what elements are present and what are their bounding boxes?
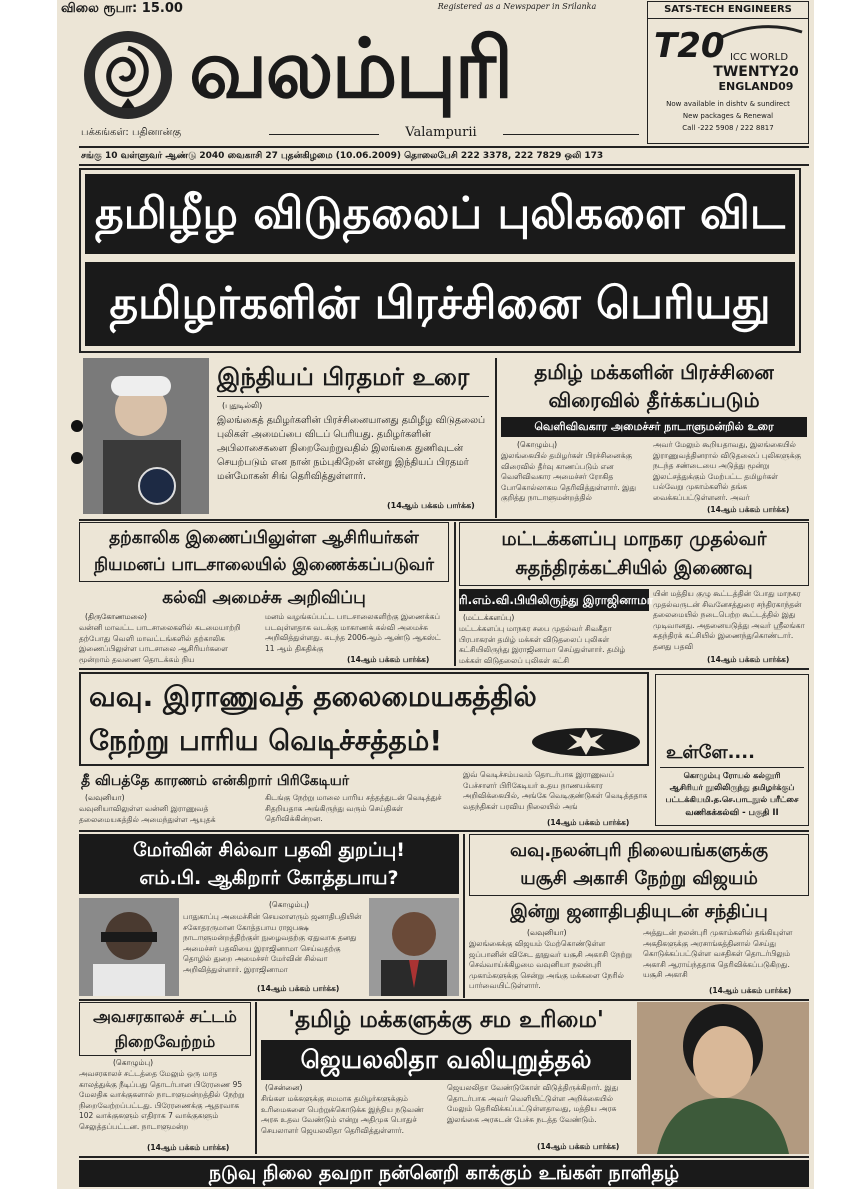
inside-line2: ஆசிரியர் நூலிலிருந்து தமிழர்க்குப் [669, 783, 795, 792]
mervyn-jump: (14ஆம் பக்கம் பார்க்க) [257, 984, 340, 993]
teachers-headline-line2: நியமனப் பாடசாலையில் இணைக்கப்படுவர் [93, 555, 435, 575]
army-body-left: வவுனியாவிலுள்ள வன்னி இராணுவத் தலைமையகத்தில் அமைந்துள்ள ஆயுதக் [79, 804, 216, 824]
army-body-right: இவ் வெடிச்சம்பவம் தொடர்பாக இராணுவப் பேச்சாளர் பிரிகேடியர் உதய நாணயக்கார அறிவிக்கையில், அங்கே வெடிகுண்டுகள் வெடித்ததாக வதந்திகள் பரவிய நிலையில் அங் [463, 770, 648, 811]
emergency-headline-box [79, 1002, 251, 1056]
army-subhead: தீ விபத்தே காரணம் என்கிறார் பிரிகேடியர் [81, 773, 350, 789]
teachers-headline-line1: தற்காலிக இணைப்பிலுள்ள ஆசிரியர்கள் [109, 528, 419, 548]
inside-line4: வணிகக்கல்வி - பகுதி II [685, 808, 779, 818]
explosion-icon [531, 726, 641, 758]
army-jump: (14ஆம் பக்கம் பார்க்க) [547, 818, 630, 827]
advert-header: SATS-TECH ENGINEERS [648, 2, 808, 19]
teachers-body-left: வன்னி மாவட்ட பாடசாலைகளில் கடமையாற்றி தற்போது வெளி மாவட்டங்களில் தற்காலிக இணைப்பிலுள்ள பாடசாலை ஆசிரியர்களை மூன்றாம் தவணை தொடக்கம் நிய [79, 623, 241, 664]
mayor-body-continued [660, 677, 804, 735]
masthead-title: வலம்புரி [189, 22, 512, 117]
nalanpuri-headline-line3: இன்று ஜனாதிபதியுடன் சந்திப்பு [510, 901, 768, 922]
mayor-body-left: மட்டக்களப்பு மாநகர சபை முதல்வர் சிவகீதா பிரபாகரன் தமிழ் மக்கள் விடுதலைப் புலிகள் கட்சியிலிருந்து இராஜினாமா செய்துள்ளார். தமிழ் மக்கள் விடுதலைப் புலிகள் கட்சி [459, 624, 626, 665]
inside-box [655, 674, 809, 826]
advert-line2: TWENTY20 [713, 64, 799, 80]
emergency-headline-line1: அவசரகாலச் சட்டம் [93, 1007, 237, 1026]
nalanpuri-headline-line2: யசூசி அகாசி நேற்று விஜயம் [520, 868, 758, 889]
army-headline-line2: நேற்று பாரிய வெடிச்சத்தம்! [89, 724, 443, 757]
mayor-dateline: (மட்டக்களப்பு) [463, 613, 515, 622]
english-title: Valampurii [405, 125, 477, 140]
pm-headline: இந்தியப் பிரதமர் உரை [217, 363, 470, 391]
pm-dateline: (புதுடில்லி) [222, 401, 263, 410]
nalanpuri-headline-box [469, 834, 809, 896]
photo-gotabaya-rajapaksa [369, 898, 459, 996]
emergency-dateline: (கொழும்பு) [113, 1058, 154, 1067]
teachers-headline-box [79, 522, 449, 582]
photo-jayalalithaa [637, 1002, 809, 1154]
army-body-mid: கிடங்கு நேற்று மாலை பாரிய சத்தத்துடன் வெடித்துச் சிதறியதாக அங்கிருந்து வரும் செய்திகள் தெரிவிக்கின்றன. [265, 793, 442, 823]
t20-logo: T20 [654, 26, 725, 66]
advert-note2: New packages & Renewal [682, 112, 774, 120]
mayor-kicker: ரி.எம்.வி.பியிலிருந்து இராஜினாமா [459, 589, 649, 611]
jaya-jump: (14ஆம் பக்கம் பார்க்க) [537, 1142, 620, 1151]
nalanpuri-dateline: (வவுனியா) [527, 928, 567, 937]
mayor-headline-box [459, 522, 809, 586]
lead-headline-line1: தமிழீழ விடுதலைப் புலிகளை விட [85, 174, 795, 254]
fm-body-left: இலங்கையில் தமிழர்கள் பிரச்சினைக்கு விரைவில் தீர்வு காணப்படும் என வெளிவிவகார அமைச்சர் ரோகித போகொல்லாகம தெரிவித்துள்ளார். இது குறித்து நாடாளுமன்றத்தில் [501, 451, 636, 502]
mayor-headline-line2: சுதந்திரக்கட்சியில் இணைவு [515, 557, 753, 579]
price-label: விலை ரூபா: 15.00 [61, 1, 183, 16]
fm-headline-line1: தமிழ் மக்களின் பிரச்சினை [534, 360, 774, 384]
advert-note1: Now available in dishtv & sundirect [666, 100, 790, 108]
footer-slogan: நடுவு நிலை தவறா நன்னெறி காக்கும் உங்கள் நாளிதழ் [79, 1160, 809, 1187]
teachers-kicker: கல்வி அமைச்சு அறிவிப்பு [162, 588, 366, 608]
photo-manmohan-singh [83, 358, 209, 514]
lead-headline-line2: தமிழர்களின் பிரச்சினை பெரியது [85, 262, 795, 346]
fm-dateline: (கொழும்பு) [517, 440, 558, 449]
date-line: சங்கு 10 வள்ளுவர் ஆண்டு 2040 வைகாசி 27 புதன்கிழமை (10.06.2009) தொலைபேசி 222 3378, 222 7829 ஒலி 173 [81, 151, 604, 161]
mayor-headline-line1: மட்டக்களப்பு மாநகர முதல்வர் [501, 528, 767, 550]
emergency-body: அவசரகாலச் சட்டத்தை மேலும் ஒரு மாத காலத்துக்கு நீடிப்பது தொடர்பான பிரேரணை 95 மேலதிக வாக்குகளால் நாடாளுமன்றத்தில் நேற்று நிறைவேற்றப்பட்டது. பிரேரணைக்கு ஆதரவாக 102 வாக்குகளும் எதிராக 7 வாக்குகளும் செலுத்தப்பட்டன. நாடாளுமன்ற [79, 1069, 245, 1131]
nalanpuri-body-right: அத்துடன் நலன்புரி முகாம்களில் தங்கியுள்ள அகதிகளுக்கு அரசாங்கத்தினால் செய்து கொடுக்கப்பட்டுள்ள வசதிகள் தொடர்பிலும் அகாசி ஆராய்ந்ததாக தெரிவிக்கப்படுகிறது. யசூசி அகாசி [643, 928, 793, 979]
mervyn-headline-line1: மேர்வின் சில்வா பதவி துறப்பு! [133, 839, 405, 861]
pm-body: இலங்கைத் தமிழர்களின் பிரச்சினையானது தமிழீழ விடுதலைப் புலிகள் அமைப்பை விடப் பெரியது. தமிழர்களின் அபிலாசைகளை நிறைவேற்றுவதில் இலங்கை துணிவுடன் செயற்படும் என நான் நம்புகிறேன் என்று இந்தியப் பிரதமர் மன்மோகன் சிங் தெரிவித்துள்ளார். [217, 415, 486, 482]
teachers-body-right: மனம் வழங்கப்பட்ட பாடசாலைகளிற்கு இணைக்கப் படவுள்ளதாக வடக்கு மாகாணக் கல்வி அமைச்சு அறிவித்துள்ளது. கடந்த 2006ஆம் ஆண்டு ஆகஸ்ட் 11 ஆம் திகதிக்கு [265, 612, 441, 653]
jaya-body-left: சிங்கள மக்களுக்கு சமமாக தமிழர்களுக்கும் உரிமைகளை பெற்றுக்கொடுக்க இந்திய நடுவண் அரசு உதவ வேண்டும் என்று அதிமுக பொதுச் செயலாளர் ஜெயலலிதா தெரிவித்துள்ளார். [261, 1094, 424, 1135]
advert-line3: ENGLAND09 [718, 80, 794, 93]
inside-line3: பட்டக்கியமி.த.செ.பாடநூல் பரீட்சை [665, 795, 799, 804]
mayor-jump: (14ஆம் பக்கம் பார்க்க) [707, 655, 790, 664]
emergency-jump: (14ஆம் பக்கம் பார்க்க) [147, 1143, 230, 1152]
swoosh-icon [718, 22, 804, 42]
page-count: பக்கங்கள்: பதினான்கு [81, 127, 182, 138]
teachers-dateline: (திருகோணமலை) [85, 612, 147, 621]
sats-tech-advert [647, 1, 809, 144]
inside-title: உள்ளே.... [666, 742, 755, 763]
mervyn-dateline: (கொழும்பு) [269, 900, 310, 909]
mayor-body-right: யின் மத்திய குழு கூட்டத்தின் போது மாநகர முதல்வருடன் சிவனேசத்துரை சந்திரகாந்தன் தலைமையில் நடைபெற்ற கூட்டத்தில் இது முடிவானது. அதனையடுத்து அவர் ஸ்ரீலங்கா சுதந்திரக் கட்சியில் இணைந்துகொண்டார். தனது பதவி [653, 589, 805, 651]
mervyn-headline-box [79, 834, 459, 894]
army-dateline: (வவுனியா) [85, 793, 125, 802]
nalanpuri-headline-line1: வவு.நலன்புரி நிலையங்களுக்கு [509, 840, 769, 861]
registration-note: Registered as a Newspaper in Srilanka [437, 2, 597, 11]
army-headline-box [79, 672, 649, 766]
lead-headline-box [79, 168, 801, 353]
advert-note3: Call -222 5908 / 222 8817 [682, 124, 774, 132]
nalanpuri-jump: (14ஆம் பக்கம் பார்க்க) [709, 986, 792, 995]
advert-line1: ICC WORLD [729, 52, 789, 63]
newspaper-page [57, 0, 814, 1189]
photo-mervyn-silva [79, 898, 179, 996]
jaya-dateline: (சென்னை) [265, 1083, 303, 1092]
fm-body-right: அவர் மேலும் கூறியதாவது, இலங்கையில் இராணுவத்தினரால் விடுதலைப் புலிகளுக்கு நடந்த சண்டையை அடுத்து மூன்று இலட்சத்துக்கும் மேற்பட்ட தமிழர்கள் பல்வேறு முகாம்களில் தங்க வைக்கப்பட்டுள்ளனர். அவர் [653, 440, 802, 502]
teachers-jump: (14ஆம் பக்கம் பார்க்க) [347, 655, 430, 664]
jaya-body-right: ஜெயலலிதா வேண்டுகோள் விடுத்திருக்கிறார். இது தொடர்பாக அவர் வெளியிட்டுள்ள அறிக்கையில் மேலும் தெரிவிக்கப்பட்டுள்ளதாவது, மத்திய அரசு இலங்கை அரசுடன் பேச்சு நடத்த வேண்டும். [447, 1083, 619, 1124]
emergency-headline-line2: நிறைவேற்றம் [114, 1032, 216, 1051]
mervyn-body: பாதுகாப்பு அமைச்சின் செயலாளரும் ஜனாதிபதியின் சகோதரருமான கோத்தபாய ராஜபக்ஷ நாடாளுமன்றத்திற்குள் நுழைவதற்கு ஏதுவாக தனது அமைச்சர் பதவியை இராஜினாமா செய்வதற்கு தொழில் துறை அமைச்சர் மேர்வின் சில்வா அறிவித்துள்ளார். இராஜினாமா [183, 912, 362, 974]
conch-logo [81, 28, 175, 122]
nalanpuri-body-left: இலங்கைக்கு விஜயம் மேற்கொண்டுள்ள ஜப்பானின் விசேட தூதுவர் யசூசி அகாசி நேற்று செவ்வாய்க்கிழமை வவுனியா நலன்புரி முகாம்களுக்கு சென்று அங்கு மக்களை நேரில் பார்வையிட்டுள்ளார். [469, 939, 632, 990]
inside-line1: கொழும்பு ரோயல் கல்லூரி [683, 771, 781, 780]
fm-headline-line2: விரைவில் தீர்க்கப்படும் [548, 388, 760, 412]
army-headline-line1: வவு. இராணுவத் தலைமையகத்தில் [89, 680, 537, 713]
jaya-headline-line2: ஜெயலலிதா வலியுறுத்தல் [261, 1040, 631, 1080]
pm-jump: (14ஆம் பக்கம் பார்க்க) [387, 501, 475, 510]
fm-kicker: வெளிவிவகார அமைச்சர் நாடாளுமன்றில் உரை [501, 417, 807, 437]
mervyn-headline-line2: எம்.பி. ஆகிறார் கோத்தபாய? [139, 867, 399, 889]
jaya-headline-line1: 'தமிழ் மக்களுக்கு சம உரிமை' [288, 1007, 604, 1033]
fm-jump: (14ஆம் பக்கம் பார்க்க) [707, 505, 790, 514]
